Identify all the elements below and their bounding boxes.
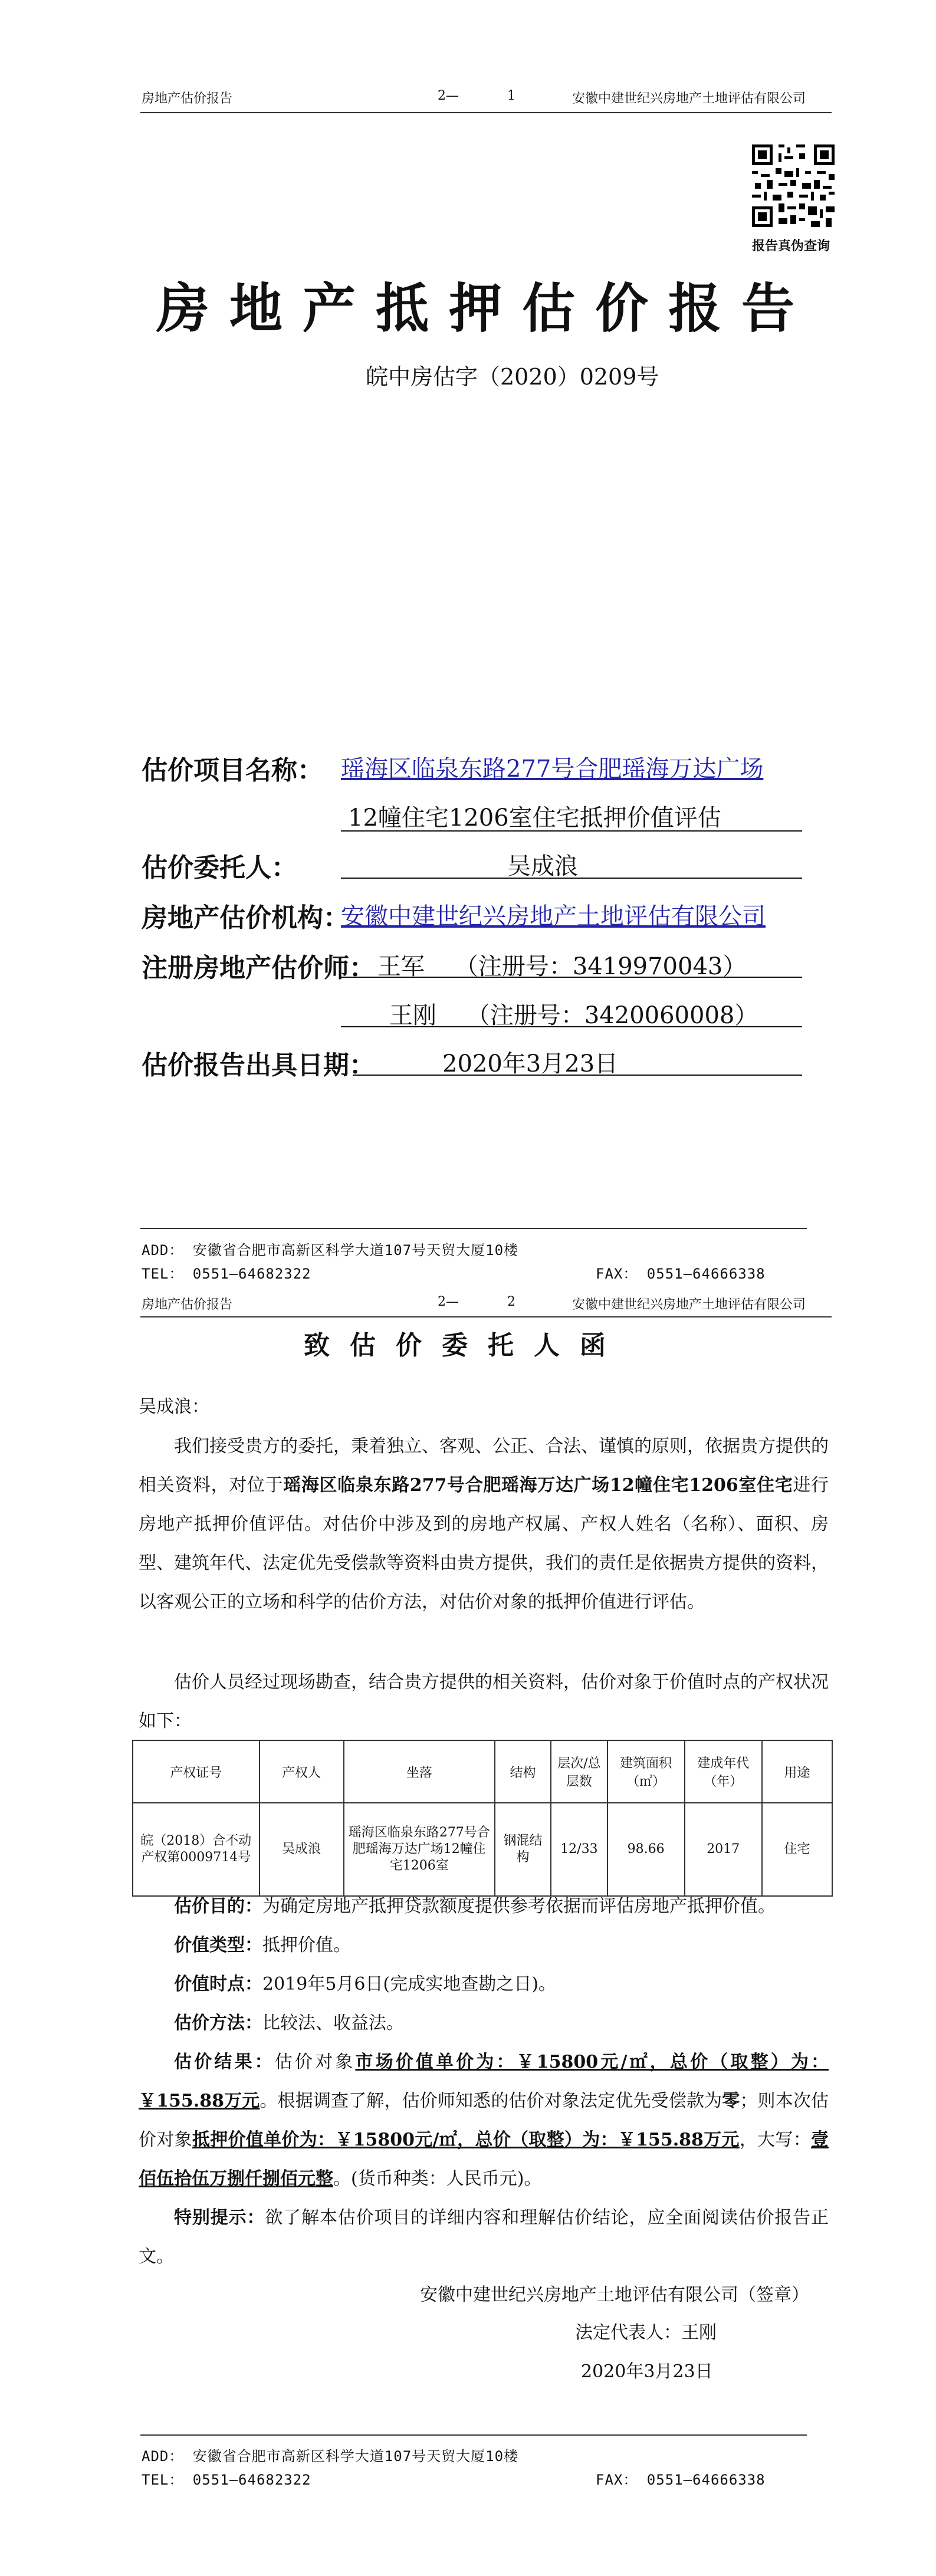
table-row [133,1803,832,1896]
cell-year: 2017 [685,1803,762,1896]
client-underline [341,878,802,879]
footer-fax: FAX： 0551—64666338 [596,1266,766,1282]
cell-floor: 12/33 [551,1803,607,1896]
signature-date: 2020年3月23日 [581,2361,713,2382]
agency-value[interactable]: 安徽中建世纪兴房地产土地评估有限公司 [341,903,766,930]
market-value: 市场价值单价为：￥15800元/㎡，总价（取整）为：￥155.88万元 [139,2052,829,2111]
letter-title: 致估价委托人函 [304,1330,626,1361]
date-label: 估价报告出具日期： [142,1050,375,1080]
cell-owner: 吴成浪 [260,1803,344,1896]
footer-fax: FAX： 0551—64666338 [596,2472,766,2488]
cell-area: 98.66 [607,1803,685,1896]
project-name-underline [341,830,802,832]
client-label: 估价委托人： [142,853,297,883]
appraiser-1: 王军 （注册号：3419970043） [377,953,747,980]
agency-label: 房地产估价机构： [142,903,349,933]
mortgage-value: 抵押价值单价为：￥15800元/㎡，总价（取整）为：￥155.88万元 [192,2130,740,2150]
client-value: 吴成浪 [507,853,578,880]
footer-tel: TEL： 0551—64682322 [142,1266,311,1282]
footer-address: ADD： 安徽省合肥市高新区科学大道107号天贸大厦10楼 [142,2448,519,2465]
footer-address: ADD： 安徽省合肥市高新区科学大道107号天贸大厦10楼 [142,1242,519,1259]
property-table [132,1740,833,1897]
header-rule [140,1316,832,1317]
header-right: 安徽中建世纪兴房地产土地评估有限公司 [572,1297,806,1312]
report-title: 房地产抵押估价报告 [156,277,815,340]
footer-rule [140,2434,807,2436]
property-address: 瑶海区临泉东路277号合肥瑶海万达广场12幢住宅1206室住宅 [283,1475,793,1496]
footer-tel: TEL： 0551—64682322 [142,2472,311,2488]
header-rule [140,112,832,113]
header-page-number: 2 [507,1294,515,1309]
header-page-number: 1 [507,88,515,103]
header-left: 房地产估价报告 [142,91,233,106]
project-name-line1[interactable]: 瑶海区临泉东路277号合肥瑶海万达广场 [341,755,764,783]
col-location: 坐落 [344,1740,495,1803]
appraiser-1-underline [341,977,802,978]
cell-structure: 钢混结构 [495,1803,551,1896]
cell-usage: 住宅 [762,1803,832,1896]
value-time-line: 价值时点：2019年5月6日(完成实地查勘之日)。 [174,1974,556,1995]
method-line: 估价方法：比较法、收益法。 [174,2013,404,2033]
qr-caption: 报告真伪查询 [752,238,830,254]
header-page-prefix: 2— [438,88,459,103]
col-owner: 产权人 [260,1740,344,1803]
value-type-line: 价值类型：抵押价值。 [174,1935,351,1956]
notice-paragraph: 特别提示：欲了解本估价项目的详细内容和理解估价结论，应全面阅读估价报告正文。 [139,2207,829,2267]
project-name-line2: 12幢住宅1206室住宅抵押价值评估 [348,804,721,832]
header-right: 安徽中建世纪兴房地产土地评估有限公司 [572,91,806,106]
status-paragraph: 估价人员经过现场勘查，结合贵方提供的相关资料，估价对象于价值时点的产权状况如下： [139,1672,829,1731]
col-year: 建成年代（年） [685,1740,762,1803]
signature-representative: 法定代表人：王刚 [575,2322,717,2343]
project-name-label: 估价项目名称： [142,755,323,786]
result-paragraph: 估价结果：估价对象市场价值单价为：￥15800元/㎡，总价（取整）为：￥155.88万元。根据调查了解，估价师知悉的估价对象法定优先受偿款为零；则本次估价对象抵押价值单价为：￥15800元/㎡，总价（取整）为：￥155.88万元，大写：壹佰伍拾伍万捌仟捌佰元整。(货币种类：人民币元)。 [139,2052,829,2189]
cell-cert-no: 皖（2018）合不动产权第0009714号 [133,1803,260,1896]
intro-paragraph: 我们接受贵方的委托，秉着独立、客观、公正、合法、谨慎的原则，依据贵方提供的相关资料，对位于瑶海区临泉东路277号合肥瑶海万达广场12幢住宅1206室住宅进行房地产抵押价值评估。对估价中涉及到的房地产权属、产权人姓名（名称）、面积、房型、建筑年代、法定优先受偿款等资料由贵方提供，我们的责任是依据贵方提供的资料，以客观公正的立场和科学的估价方法，对估价对象的抵押价值进行评估。 [139,1436,829,1612]
doc-number: 皖中房估字（2020）0209号 [366,364,659,390]
col-floor: 层次/总层数 [551,1740,607,1803]
date-value: 2020年3月23日 [442,1050,619,1077]
appraiser-label: 注册房地产估价师： [142,953,375,983]
col-cert-no: 产权证号 [133,1740,260,1803]
date-underline [353,1075,802,1076]
header-left: 房地产估价报告 [142,1297,233,1312]
col-usage: 用途 [762,1740,832,1803]
cell-location: 瑶海区临泉东路277号合肥瑶海万达广场12幢住宅1206室 [344,1803,495,1896]
header-page-prefix: 2— [438,1294,459,1309]
qr-code-icon[interactable] [752,144,835,227]
appraiser-2-underline [341,1026,802,1027]
purpose-line: 估价目的：为确定房地产抵押贷款额度提供参考依据而评估房地产抵押价值。 [174,1896,776,1917]
table-header-row [133,1740,832,1803]
signature-company: 安徽中建世纪兴房地产土地评估有限公司（签章） [420,2285,809,2305]
col-structure: 结构 [495,1740,551,1803]
salutation: 吴成浪： [139,1397,209,1417]
footer-rule [140,1228,807,1229]
col-area: 建筑面积（㎡） [607,1740,685,1803]
appraiser-2: 王刚 （注册号：3420060008） [389,1002,758,1029]
mortgage-value-words: 壹佰伍拾伍万捌仟捌佰元整 [139,2130,829,2189]
